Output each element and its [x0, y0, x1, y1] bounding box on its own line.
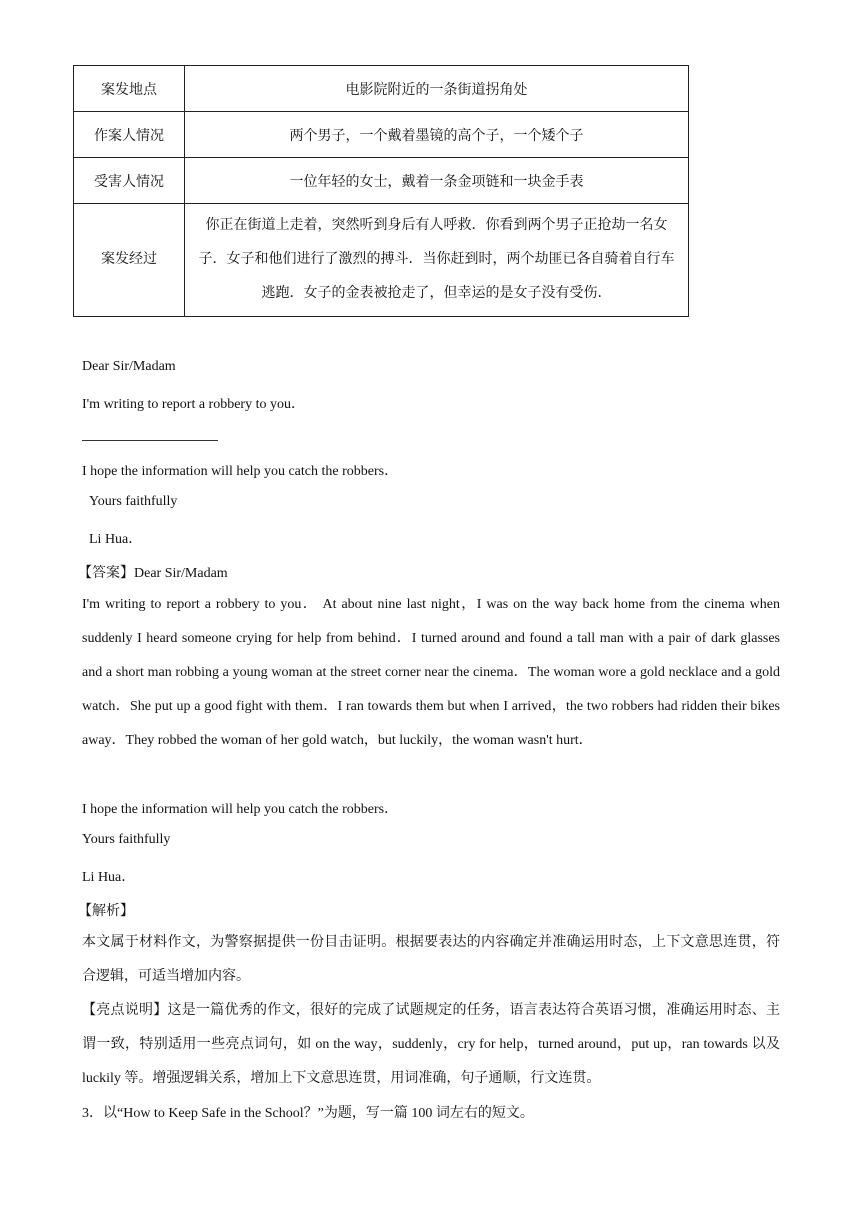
case-info-table: [73, 65, 689, 317]
row-value: 一位年轻的女士，戴着一条金项链和一块金手表: [185, 158, 689, 204]
answer-body: I'm writing to report a robbery to you． At about nine last night，I was on the way back home from the cinema when suddenly I heard someone crying for help from behind．I turned around and found a tall man with a pair of dark glasses and a short man robbing a young woman at the street corner near the cinema．The woman wore a gold necklace and a gold watch．She put up a good fight with them．I ran towards them but when I arrived，the two robbers had ridden their bikes away．They robbed the woman of her gold watch，but luckily，the woman wasn't hurt．: [82, 597, 780, 748]
analysis-heading: 【解析】: [78, 904, 134, 919]
row-value: 电影院附近的一条街道拐角处: [185, 66, 689, 112]
letter-signature: Li Hua．: [89, 532, 143, 547]
row-value: 你正在街道上走着，突然听到身后有人呼救．你看到两个男子正抢劫一名女子．女子和他们进行了激烈的搏斗．当你赶到时，两个劫匪已各自骑着自行车逃跑．女子的金表被抢走了，但幸运的是女子没有受伤．: [185, 204, 689, 317]
letter-opening: I'm writing to report a robbery to you．: [82, 397, 305, 412]
table-row: [74, 112, 689, 158]
table-row: [74, 158, 689, 204]
row-value: 两个男子，一个戴着墨镜的高个子，一个矮个子: [185, 112, 689, 158]
answer-heading: 【答案】Dear Sir/Madam: [78, 566, 228, 581]
row-label: 受害人情况: [74, 158, 185, 204]
letter-greeting: Dear Sir/Madam: [82, 359, 176, 374]
answer-signature: Li Hua．: [82, 870, 136, 885]
letter-closing-sentence: I hope the information will help you catch the robbers．: [82, 464, 399, 479]
row-label: 案发经过: [74, 204, 185, 317]
highlight-text: 【亮点说明】这是一篇优秀的作文，很好的完成了试题规定的任务，语言表达符合英语习惯，准确运用时态、主谓一致，特别适用一些亮点词句，如 on the way，suddenly，cry for help，turned around，put up，ran towards 以及 luckily 等。增强逻辑关系，增加上下文意思连贯，用词准确，句子通顺，行文连贯。: [82, 1003, 780, 1086]
table-row: [74, 66, 689, 112]
blank-line: [82, 440, 218, 441]
row-label: 案发地点: [74, 66, 185, 112]
row-label: 作案人情况: [74, 112, 185, 158]
analysis-text: 本文属于材料作文，为警察据提供一份目击证明。根据要表达的内容确定并准确运用时态，上下文意思连贯，符合逻辑，可适当增加内容。: [82, 935, 780, 984]
table-row: [74, 204, 689, 317]
answer-signoff: Yours faithfully: [82, 832, 171, 847]
answer-closing-sentence: I hope the information will help you catch the robbers．: [82, 802, 399, 817]
next-question: 3．以“How to Keep Safe in the School？”为题，写一篇 100 词左右的短文。: [82, 1106, 534, 1121]
letter-signoff: Yours faithfully: [89, 494, 178, 509]
